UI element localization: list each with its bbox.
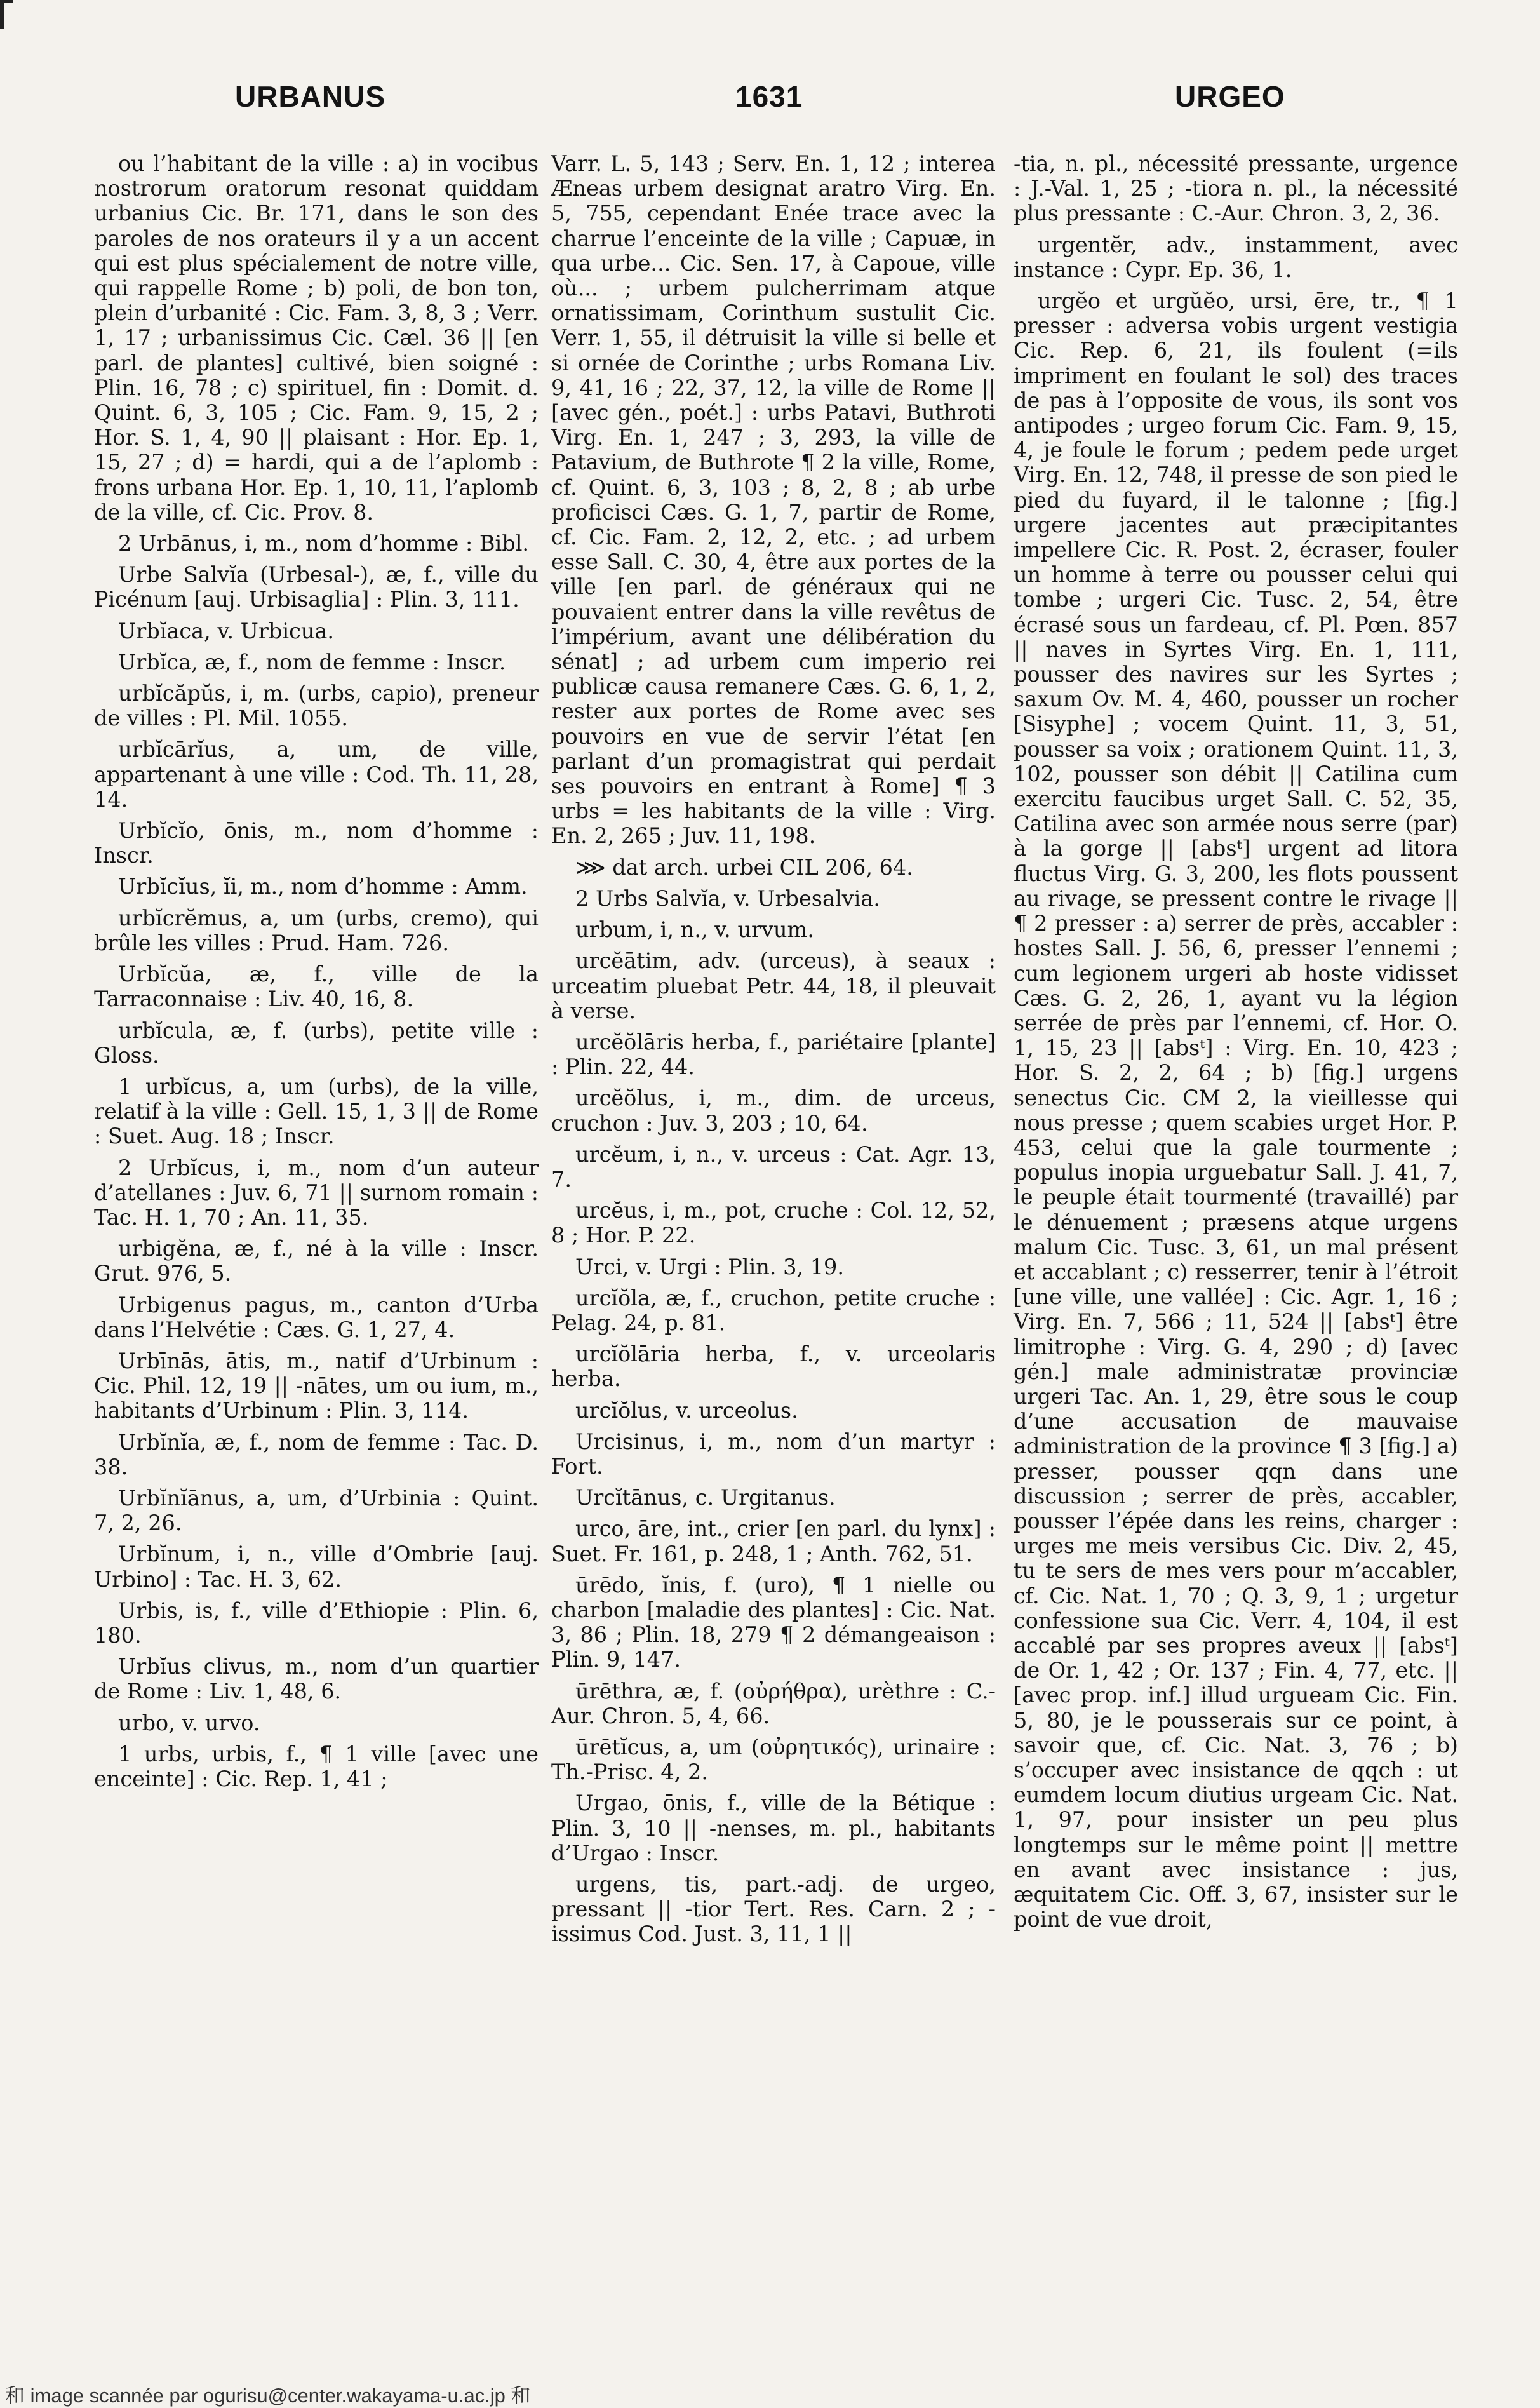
- dictionary-entry: urcĭŏlāria herba, f., v. urceolaris herba.: [551, 1342, 996, 1392]
- right-guide-word: URGEO: [1175, 80, 1285, 113]
- dictionary-entry: Urbĭcĭus, ĭi, m., nom d’homme : Amm.: [118, 874, 528, 899]
- dictionary-entry: urgens, tis, part.-adj. de urgeo, pressant || -tior Tert. Res. Carn. 2 ; -issimus Cod. Just. 3, 11, 1 ||: [551, 1872, 996, 1947]
- dictionary-entry: ou l’habitant de la ville : a) in vocibus nostrorum oratorum resonat quiddam urbanius Cic. Br. 171, dans le son des paroles de nos orateurs il y a un accent qui est plus spécialement de notre ville, qui rappelle Rome ; b) poli, de bon ton, plein d’urbanité : Cic. Fam. 3, 8, 3 ; Verr. 1, 17 ; urbanissimus Cic. Cæl. 36 || [en parl. de plantes] cultivé, bien soigné : Plin. 16, 78 ; c) spirituel, fin : Domit. d. Quint. 6, 3, 105 ; Cic. Fam. 9, 15, 2 ; Hor. S. 1, 4, 90 || plaisant : Hor. Ep. 1, 15, 27 ; d) = hardi, qui a de l’aplomb : frons urbana Hor. Ep. 1, 10, 11, l’aplomb de la ville, cf. Cic. Prov. 8.: [94, 151, 539, 525]
- dictionary-entry: Urbīnās, ātis, m., natif d’Urbinum : Cic. Phil. 12, 19 || -nātes, um ou ium, m., habitants d’Urbinum : Plin. 3, 114.: [94, 1348, 539, 1423]
- dictionary-entry: 2 Urbĭcus, i, m., nom d’un auteur d’atellanes : Juv. 6, 71 || surnom romain : Tac. H. 1, 70 ; An. 11, 35.: [94, 1155, 539, 1230]
- dictionary-entry: 1 urbĭcus, a, um (urbs), de la ville, relatif à la ville : Gell. 15, 1, 3 || de Rome : Suet. Aug. 18 ; Inscr.: [94, 1073, 539, 1149]
- dictionary-entry: Urbĭnĭānus, a, um, d’Urbinia : Quint. 7, 2, 26.: [94, 1485, 539, 1536]
- dictionary-entry: urcĕŏlus, i, m., dim. de urceus, cruchon : Juv. 3, 203 ; 10, 64.: [551, 1086, 996, 1136]
- dictionary-entry: Urcĭtānus, c. Urgitanus.: [575, 1485, 836, 1510]
- dictionary-entry: ūrēthra, æ, f. (οὐρήθρα), urèthre : C.-Aur. Chron. 5, 4, 66.: [551, 1678, 996, 1728]
- dictionary-entry: urcĕus, i, m., pot, cruche : Col. 12, 52, 8 ; Hor. P. 22.: [551, 1198, 996, 1248]
- dictionary-entry: Urbĭus clivus, m., nom d’un quartier de Rome : Liv. 1, 48, 6.: [94, 1654, 539, 1704]
- dictionary-entry: 2 Urbs Salvĭa, v. Urbesalvia.: [575, 885, 880, 911]
- scan-corner-mark: [0, 0, 13, 29]
- dictionary-column-2: [551, 151, 996, 1953]
- dictionary-entry: Urbe Salvĭa (Urbesal-), æ, f., ville du Picénum [auj. Urbisaglia] : Plin. 3, 111.: [94, 562, 539, 612]
- dictionary-entry: urgĕo et urgŭĕo, ursi, ēre, tr., ¶ 1 presser : adversa vobis urgent vestigia Cic. Rep. 6, 21, ils foulent (=ils impriment en foulant le sol) des traces de pas à l’opposite de vous, ils sont vos antipodes ; urgeo forum Cic. Fam. 9, 15, 4, je foule le forum ; pedem pede urget Virg. En. 12, 748, il presse de son pied le pied du fuyard, il le talonne ; [fig.] urgere jacentes aut præcipitantes impellere Cic. R. Post. 2, écraser, fouler un homme à terre ou pousser celui qui tombe ; urgeri Cic. Tusc. 2, 54, être écrasé sous un fardeau, cf. Pl. Pœn. 857 || naves in Syrtes Virg. En. 1, 111, pousser des navires sur les Syrtes ; saxum Ov. M. 4, 460, pousser un rocher [Sisyphe] ; vocem Quint. 11, 3, 51, pousser sa voix ; orationem Quint. 11, 3, 102, pousser son débit || Catilina cum exercitu faucibus urget Sall. C. 52, 35, Catilina avec son armée nous serre (par) à la gorge || [absᵗ] urgent ad litora fluctus Virg. G. 3, 200, les flots poussent au rivage, se pressent contre le rivage || ¶ 2 presser : a) serrer de près, accabler : hostes Sall. J. 56, 6, presser l’ennemi ; cum legionem urgeri ab hoste vidisset Cæs. G. 2, 26, 1, ayant vu la légion serrée de près par l’ennemi, cf. Hor. O. 1, 15, 23 || [absᵗ] : Virg. En. 10, 423 ; Hor. S. 2, 2, 64 ; b) [fig.] urgens senectus Cic. CM 2, la vieillesse qui nous presse ; quem scabies urget Hor. P. 453, celui que la gale tourmente ; populus inopia urguebatur Sall. J. 41, 7, le peuple était tourmenté (travaillé) par le dénuement ; præsens atque urgens malum Cic. Tusc. 3, 61, un mal présent et accablant ; c) resserrer, tenir à l’étroit [une ville, une vallée] : Cic. Agr. 1, 16 ; Virg. En. 7, 566 ; 11, 524 || [absᵗ] être limitrophe : Virg. G. 4, 290 ; d) [avec gén.] male administratæ provinciæ urgeri Tac. An. 1, 29, être sous le coup d’une accusation de mauvaise administration de la province ¶ 3 [fig.] a) presser, pousser qqn dans une discussion ; serrer de près, accabler, pousser l’épée dans les reins, charger : urges me meis versibus Cic. Div. 2, 45, tu te sers de mes vers pour m’accabler, cf. Cic. Nat. 1, 70 ; Q. 3, 9, 1 ; urgetur confessione sua Cic. Verr. 4, 104, il est accablé par ses propres aveux || [absᵗ] de Or. 1, 42 ; Or. 137 ; Fin. 4, 77, etc. || [avec prop. inf.] illud urgueam Cic. Fin. 5, 80, je le pousserais sur ce point, à savoir que, cf. Cic. Nat. 3, 76 ; b) s’occuper avec insistance de qqch : ut eumdem locum diutius urgeam Cic. Nat. 1, 97, pour insister un peu plus longtemps sur le même point || mettre en avant avec insistance : jus, æquitatem Cic. Off. 3, 67, insister sur le point de vue droit,: [1014, 288, 1458, 1932]
- dictionary-entry: Urcisinus, i, m., nom d’un martyr : Fort.: [551, 1429, 996, 1479]
- dictionary-entry: urcĕātim, adv. (urceus), à seaux : urceatim pluebat Petr. 44, 18, il pleuvait à verse.: [551, 948, 996, 1023]
- dictionary-entry: Varr. L. 5, 143 ; Serv. En. 1, 12 ; interea Æneas urbem designat aratro Virg. En. 5, 755, cependant Enée trace avec la charrue l’enceinte de la ville ; Capuæ, in qua urbe... Cic. Sen. 17, à Capoue, ville où... ; urbem pulcherrimam atque ornatissimam, Corinthum sustulit Cic. Verr. 1, 55, il détruisit la ville si belle et si ornée de Corinthe ; urbs Romana Liv. 9, 41, 16 ; 22, 37, 12, la ville de Rome || [avec gén., poét.] : urbs Patavi, Buthroti Virg. En. 1, 247 ; 3, 293, la ville de Patavium, de Buthrote ¶ 2 la ville, Rome, cf. Quint. 6, 3, 103 ; 8, 2, 8 ; ab urbe proficisci Cæs. G. 1, 7, partir de Rome, cf. Cic. Fam. 2, 12, 2, etc. ; ad urbem esse Sall. C. 30, 4, être aux portes de la ville [en parl. de généraux qui ne pouvaient entrer dans la ville revêtus de l’impérium, avant une délibération du sénat] ; ad urbem cum imperio rei publicæ causa remanere Cæs. G. 6, 1, 2, rester aux portes de Rome avec ses pouvoirs en vue de servir l’état [en parlant d’un promagistrat qui perdait ses pouvoirs en entrant à Rome] ¶ 3 urbs = les habitants de la ville : Virg. En. 2, 265 ; Juv. 11, 198.: [551, 151, 996, 849]
- dictionary-entry: urcĭŏlus, v. urceolus.: [575, 1397, 798, 1423]
- dictionary-entry: urbum, i, n., v. urvum.: [575, 917, 814, 943]
- dictionary-entry: urcĕŏlāris herba, f., pariétaire [plante] : Plin. 22, 44.: [551, 1029, 996, 1080]
- page-number: 1631: [735, 80, 803, 113]
- dictionary-entry: 2 Urbānus, i, m., nom d’homme : Bibl.: [118, 531, 530, 556]
- dictionary-entry: urbĭcăpŭs, i, m. (urbs, capio), preneur de villes : Pl. Mil. 1055.: [94, 681, 539, 731]
- dictionary-entry: urbigĕna, æ, f., né à la ville : Inscr. Grut. 976, 5.: [94, 1236, 539, 1286]
- dictionary-entry: Urbĭcĭo, ōnis, m., nom d’homme : Inscr.: [94, 818, 539, 868]
- dictionary-entry: ūrētĭcus, a, um (οὐρητικός), urinaire : Th.-Prisc. 4, 2.: [551, 1734, 996, 1785]
- dictionary-entry: urcĭŏla, æ, f., cruchon, petite cruche : Pelag. 24, p. 81.: [551, 1285, 996, 1335]
- dictionary-entry: Urci, v. Urgi : Plin. 3, 19.: [575, 1254, 844, 1279]
- dictionary-entry: urgentĕr, adv., instamment, avec instance : Cypr. Ep. 36, 1.: [1014, 232, 1458, 282]
- dictionary-entry: -tia, n. pl., nécessité pressante, urgence : J.-Val. 1, 25 ; -tiora n. pl., la nécessité plus pressante : C.-Aur. Chron. 3, 2, 36.: [1014, 151, 1458, 226]
- dictionary-entry: urbo, v. urvo.: [118, 1710, 260, 1735]
- dictionary-column-1: [94, 151, 539, 1798]
- dictionary-column-3: [1014, 151, 1458, 1938]
- left-guide-word: URBANUS: [235, 80, 385, 113]
- scan-credit: 和 image scannée par ogurisu@center.wakayama-u.ac.jp 和: [5, 2384, 531, 2407]
- dictionary-entry: Urbĭca, æ, f., nom de femme : Inscr.: [118, 649, 506, 675]
- dictionary-entry: Urbĭnĭa, æ, f., nom de femme : Tac. D. 38.: [94, 1429, 539, 1479]
- dictionary-entry: ⋙ dat arch. urbei CIL 206, 64.: [575, 854, 913, 880]
- dictionary-entry: 1 urbs, urbis, f., ¶ 1 ville [avec une enceinte] : Cic. Rep. 1, 41 ;: [94, 1741, 539, 1791]
- dictionary-entry: urco, āre, int., crier [en parl. du lynx] : Suet. Fr. 161, p. 248, 1 ; Anth. 762, 51.: [551, 1516, 996, 1566]
- dictionary-entry: Urbĭnum, i, n., ville d’Ombrie [auj. Urbino] : Tac. H. 3, 62.: [94, 1542, 539, 1592]
- dictionary-entry: Urbis, is, f., ville d’Ethiopie : Plin. 6, 180.: [94, 1597, 539, 1648]
- dictionary-entry: urbĭcrĕmus, a, um (urbs, cremo), qui brûle les villes : Prud. Ham. 726.: [94, 905, 539, 955]
- dictionary-entry: urcĕum, i, n., v. urceus : Cat. Agr. 13, 7.: [551, 1141, 996, 1192]
- dictionary-entry: Urbĭaca, v. Urbicua.: [118, 618, 335, 643]
- dictionary-entry: Urbĭcŭa, æ, f., ville de la Tarraconnaise : Liv. 40, 16, 8.: [94, 962, 539, 1012]
- dictionary-entry: urbĭcula, æ, f. (urbs), petite ville : Gloss.: [94, 1018, 539, 1068]
- dictionary-entry: ūrēdo, ĭnis, f. (uro), ¶ 1 nielle ou charbon [maladie des plantes] : Cic. Nat. 3, 86 ; Plin. 18, 279 ¶ 2 démangeaison : Plin. 9, 147.: [551, 1572, 996, 1672]
- dictionary-entry: Urgao, ōnis, f., ville de la Bétique : Plin. 3, 10 || -nenses, m. pl., habitants d’Urgao : Inscr.: [551, 1791, 996, 1866]
- dictionary-entry: urbĭcārĭus, a, um, de ville, appartenant à une ville : Cod. Th. 11, 28, 14.: [94, 737, 539, 812]
- dictionary-entry: Urbigenus pagus, m., canton d’Urba dans l’Helvétie : Cæs. G. 1, 27, 4.: [94, 1292, 539, 1342]
